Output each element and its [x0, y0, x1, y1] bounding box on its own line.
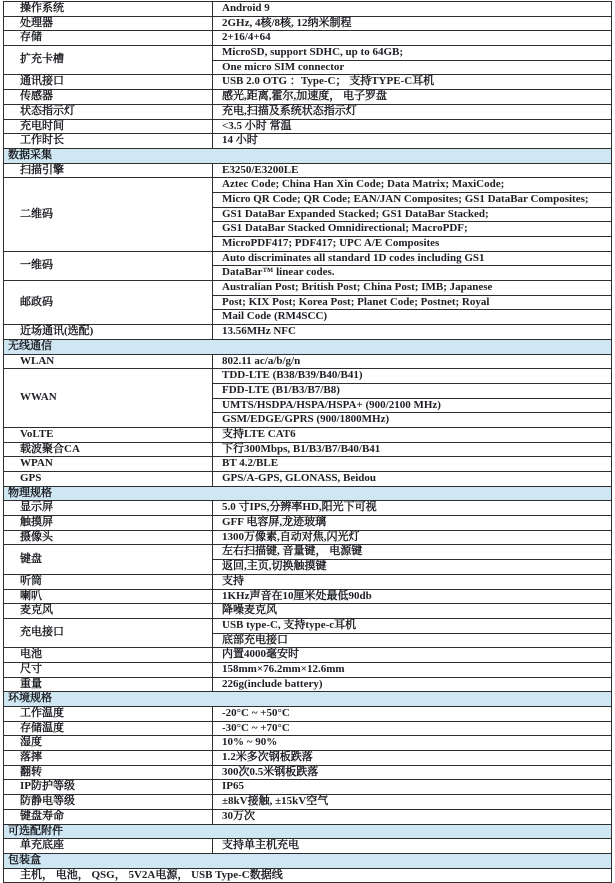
spec-value: E3250/E3200LE	[213, 163, 612, 178]
spec-row	[4, 442, 612, 457]
spec-value: 支持单主机充电	[213, 839, 612, 854]
spec-value: 13.56MHz NFC	[213, 325, 612, 340]
spec-label: 湿度	[4, 736, 213, 751]
spec-label: 单充底座	[4, 839, 213, 854]
spec-value: 14 小时	[213, 134, 612, 149]
spec-value: 2+16/4+64	[213, 31, 612, 46]
spec-label: 扫描引擎	[4, 163, 213, 178]
spec-row	[4, 721, 612, 736]
spec-label: 状态指示灯	[4, 104, 213, 119]
spec-row	[4, 868, 612, 883]
spec-value: Post; KIX Post; Korea Post; Planet Code; Postnet; Royal	[213, 295, 612, 310]
package-contents: 主机， 电池， QSG， 5V2A电源， USB Type-C数据线	[4, 868, 612, 883]
spec-row	[4, 178, 612, 193]
spec-value: 降噪麦克风	[213, 604, 612, 619]
spec-row	[4, 530, 612, 545]
spec-label: 一维码	[4, 251, 213, 280]
spec-label: 载波聚合CA	[4, 442, 213, 457]
spec-value: 感光,距离,霍尔,加速度， 电子罗盘	[213, 90, 612, 105]
spec-row	[4, 31, 612, 46]
spec-value: 1KHz声音在10厘米处最低90db	[213, 589, 612, 604]
spec-row	[4, 104, 612, 119]
spec-row	[4, 472, 612, 487]
spec-row	[4, 163, 612, 178]
spec-row	[4, 780, 612, 795]
spec-value: Australian Post; British Post; China Post; IMB; Japanese	[213, 281, 612, 296]
spec-value: Aztec Code; China Han Xin Code; Data Matrix; MaxiCode;	[213, 178, 612, 193]
spec-label: GPS	[4, 472, 213, 487]
spec-row	[4, 427, 612, 442]
spec-label: 听筒	[4, 574, 213, 589]
spec-value: MicroSD, support SDHC, up to 64GB;	[213, 46, 612, 61]
spec-row	[4, 251, 612, 266]
spec-label: WLAN	[4, 354, 213, 369]
spec-value: Android 9	[213, 2, 612, 17]
spec-row	[4, 516, 612, 531]
spec-value: DataBar™ linear codes.	[213, 266, 612, 281]
spec-value: -30°C ~ +70°C	[213, 721, 612, 736]
spec-row	[4, 75, 612, 90]
spec-row	[4, 134, 612, 149]
spec-label: 存储	[4, 31, 213, 46]
spec-value: GPS/A-GPS, GLONASS, Beidou	[213, 472, 612, 487]
spec-label: 防静电等级	[4, 795, 213, 810]
spec-value: UMTS/HSDPA/HSPA/HSPA+ (900/2100 MHz)	[213, 398, 612, 413]
section-header: 物理规格	[4, 486, 612, 501]
spec-value: 返回,主页,切换触摸键	[213, 560, 612, 575]
spec-value: -20°C ~ +50°C	[213, 707, 612, 722]
spec-value: 5.0 寸IPS,分辨率HD,阳光下可视	[213, 501, 612, 516]
spec-value: <3.5 小时 常温	[213, 119, 612, 134]
spec-row	[4, 751, 612, 766]
spec-label: 麦克风	[4, 604, 213, 619]
spec-value: FDD-LTE (B1/B3/B7/B8)	[213, 383, 612, 398]
spec-label: 近场通讯(选配)	[4, 325, 213, 340]
spec-value: 下行300Mbps, B1/B3/B7/B40/B41	[213, 442, 612, 457]
spec-row	[4, 457, 612, 472]
spec-label: IP防护等级	[4, 780, 213, 795]
section-header-row	[4, 824, 612, 839]
spec-value: 226g(include battery)	[213, 677, 612, 692]
spec-label: WWAN	[4, 369, 213, 428]
spec-label: 尺寸	[4, 662, 213, 677]
section-header-row	[4, 148, 612, 163]
spec-label: 充电时间	[4, 119, 213, 134]
spec-label: 电池	[4, 648, 213, 663]
spec-row	[4, 648, 612, 663]
spec-label: 触摸屏	[4, 516, 213, 531]
spec-label: 邮政码	[4, 281, 213, 325]
spec-row	[4, 325, 612, 340]
spec-value: BT 4.2/BLE	[213, 457, 612, 472]
spec-row	[4, 677, 612, 692]
spec-table	[3, 1, 612, 883]
spec-value: 底部充电接口	[213, 633, 612, 648]
spec-label: 摄像头	[4, 530, 213, 545]
spec-label: 显示屏	[4, 501, 213, 516]
spec-label: 键盘	[4, 545, 213, 574]
spec-label: 扩充卡槽	[4, 46, 213, 75]
spec-value: 30万次	[213, 809, 612, 824]
spec-label: 处理器	[4, 16, 213, 31]
spec-row	[4, 765, 612, 780]
spec-value: 充电,扫描及系统状态指示灯	[213, 104, 612, 119]
spec-value: 支持LTE CAT6	[213, 427, 612, 442]
spec-value: GFF 电容屏,龙迹玻璃	[213, 516, 612, 531]
spec-label: 操作系统	[4, 2, 213, 17]
spec-table-body	[4, 2, 612, 883]
spec-value: MicroPDF417; PDF417; UPC A/E Composites	[213, 237, 612, 252]
spec-row	[4, 545, 612, 560]
spec-value: 158mm×76.2mm×12.6mm	[213, 662, 612, 677]
spec-row	[4, 809, 612, 824]
spec-label: 喇叭	[4, 589, 213, 604]
spec-row	[4, 604, 612, 619]
spec-row	[4, 589, 612, 604]
spec-label: 工作温度	[4, 707, 213, 722]
spec-value: USB type-C, 支持type-c耳机	[213, 618, 612, 633]
spec-value: USB 2.0 OTG ：Type-C； 支持TYPE-C耳机	[213, 75, 612, 90]
spec-value: Auto discriminates all standard 1D codes including GS1	[213, 251, 612, 266]
spec-label: 充电接口	[4, 618, 213, 647]
section-header-row	[4, 692, 612, 707]
section-header: 环境规格	[4, 692, 612, 707]
section-header: 数据采集	[4, 148, 612, 163]
section-header: 可选配附件	[4, 824, 612, 839]
spec-row	[4, 281, 612, 296]
spec-label: 存储温度	[4, 721, 213, 736]
section-header: 无线通信	[4, 339, 612, 354]
spec-label: 重量	[4, 677, 213, 692]
spec-value: 支持	[213, 574, 612, 589]
spec-label: 落摔	[4, 751, 213, 766]
spec-value: TDD-LTE (B38/B39/B40/B41)	[213, 369, 612, 384]
spec-value: ±8kV接触, ±15kV空气	[213, 795, 612, 810]
spec-label: 工作时长	[4, 134, 213, 149]
spec-row	[4, 2, 612, 17]
spec-label: WPAN	[4, 457, 213, 472]
spec-value: IP65	[213, 780, 612, 795]
spec-row	[4, 839, 612, 854]
spec-row	[4, 574, 612, 589]
spec-label: 传感器	[4, 90, 213, 105]
spec-value: 1300万像素,自动对焦,闪光灯	[213, 530, 612, 545]
spec-value: 10% ~ 90%	[213, 736, 612, 751]
spec-row	[4, 16, 612, 31]
spec-row	[4, 501, 612, 516]
spec-row	[4, 369, 612, 384]
spec-label: VoLTE	[4, 427, 213, 442]
spec-value: GS1 DataBar Expanded Stacked; GS1 DataBar Stacked;	[213, 207, 612, 222]
spec-value: 802.11 ac/a/b/g/n	[213, 354, 612, 369]
spec-value: 内置4000毫安时	[213, 648, 612, 663]
spec-row	[4, 662, 612, 677]
spec-value: GS1 DataBar Stacked Omnidirectional; MacroPDF;	[213, 222, 612, 237]
spec-row	[4, 736, 612, 751]
section-header-row	[4, 486, 612, 501]
spec-label: 键盘寿命	[4, 809, 213, 824]
spec-value: GSM/EDGE/GPRS (900/1800MHz)	[213, 413, 612, 428]
spec-value: One micro SIM connector	[213, 60, 612, 75]
spec-value: 1.2米多次钢板跌落	[213, 751, 612, 766]
section-header: 包装盒	[4, 853, 612, 868]
spec-row	[4, 618, 612, 633]
spec-row	[4, 90, 612, 105]
spec-label: 通讯接口	[4, 75, 213, 90]
spec-row	[4, 354, 612, 369]
spec-value: 2GHz, 4核/8核, 12纳米制程	[213, 16, 612, 31]
spec-row	[4, 119, 612, 134]
spec-row	[4, 795, 612, 810]
spec-row	[4, 46, 612, 61]
spec-value: Mail Code (RM4SCC)	[213, 310, 612, 325]
spec-label: 翻转	[4, 765, 213, 780]
spec-row	[4, 707, 612, 722]
spec-value: Micro QR Code; QR Code; EAN/JAN Composites; GS1 DataBar Composites;	[213, 192, 612, 207]
spec-value: 300次0.5米钢板跌落	[213, 765, 612, 780]
section-header-row	[4, 339, 612, 354]
section-header-row	[4, 853, 612, 868]
spec-label: 二维码	[4, 178, 213, 251]
spec-value: 左右扫描键, 音量键， 电源键	[213, 545, 612, 560]
